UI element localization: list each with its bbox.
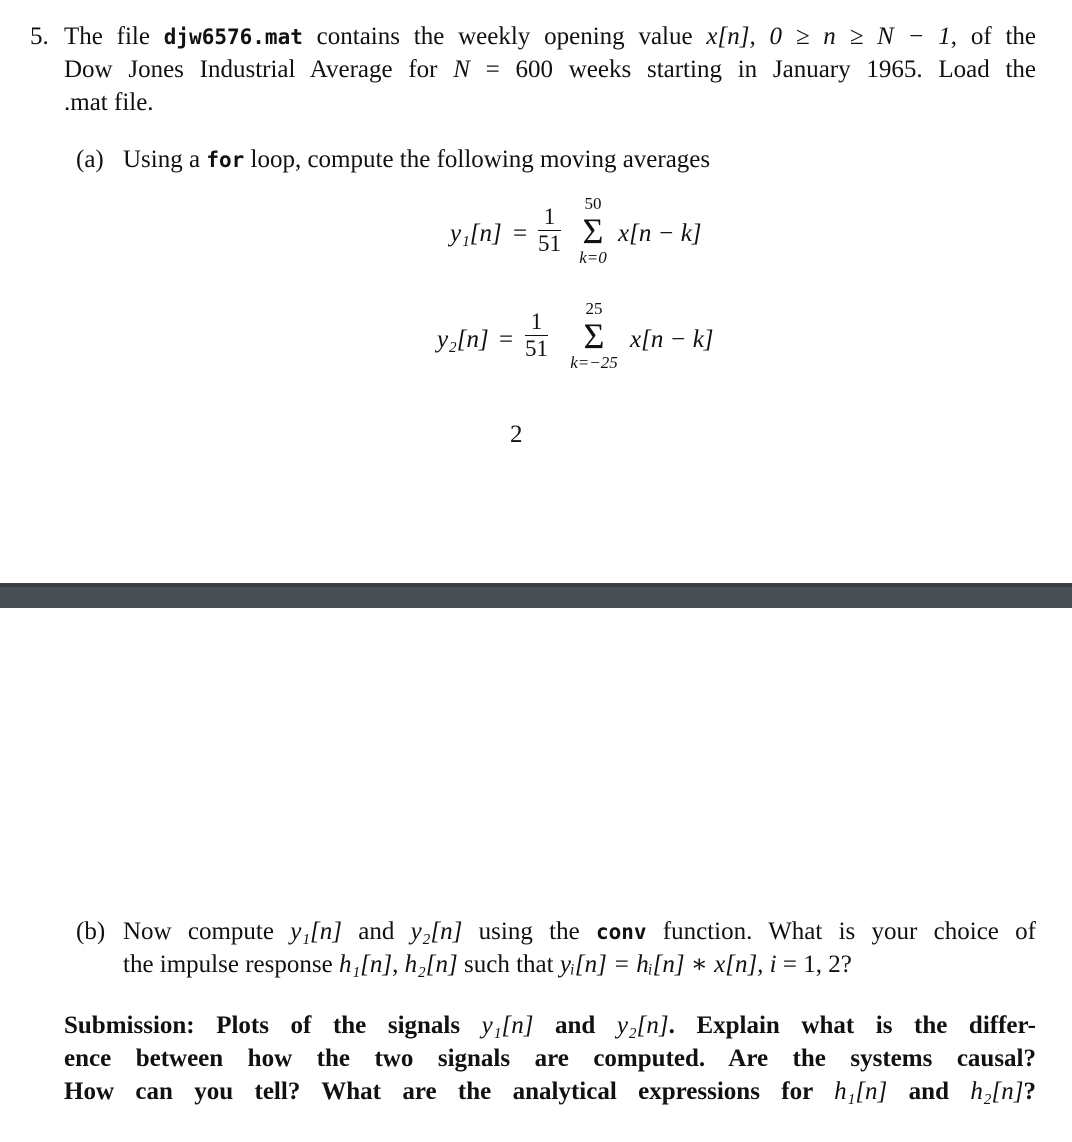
- line2-text-1: Dow Jones Industrial Average for: [64, 56, 454, 83]
- eq2-sum-lower: k=−25: [570, 353, 618, 372]
- line2-text-2: = 600 weeks starting in January 1965. Load the: [469, 56, 1036, 83]
- submission-text-4: How can you tell? What are the analytical expressions for: [64, 1078, 835, 1105]
- part-b-text-7: = 1, 2?: [776, 951, 852, 978]
- eq2-term: x[n − k]: [630, 326, 714, 353]
- eq2-sigma: Σ: [583, 316, 605, 356]
- part-a-text-1: Using a: [123, 146, 207, 173]
- intro-math-range: x[n], 0 ≥ n ≥ N − 1: [706, 23, 951, 50]
- eq1-equals: =: [513, 220, 528, 247]
- submission-label: Submission:: [64, 1012, 195, 1039]
- submission-text-5: and: [887, 1078, 971, 1105]
- part-b-text-2: and: [342, 918, 411, 945]
- eq1-sum-upper: 50: [584, 194, 602, 213]
- eq2-fraction: [525, 309, 548, 362]
- eq1-sigma: Σ: [582, 211, 604, 251]
- submission-text-1: Plots of the signals: [194, 1012, 482, 1039]
- part-b-label: (b): [76, 918, 106, 945]
- part-a-label: (a): [76, 146, 104, 173]
- eq1-term: x[n − k]: [618, 220, 702, 247]
- eq1-sum-lower: k=0: [579, 248, 607, 267]
- problem-intro-line-1: [64, 20, 1036, 54]
- submission-math-h1: h₁[n]: [834, 1078, 888, 1105]
- part-b-text-5: the impulse response: [123, 951, 339, 978]
- line2-math-n: N: [453, 56, 470, 83]
- eq1-frac-num: 1: [538, 204, 561, 231]
- part-a-text: [123, 143, 710, 177]
- part-b-text-6: such that: [457, 951, 560, 978]
- eq2-lhs: y₂[n]: [437, 326, 489, 353]
- intro-text-2: contains the weekly opening value: [302, 23, 707, 50]
- submission-math-y1: y₁[n]: [481, 1012, 534, 1039]
- eq1-fraction: [538, 204, 561, 257]
- eq2-equals: =: [499, 326, 514, 353]
- part-b-text-4: function. What is your choice of: [646, 918, 1036, 945]
- part-b-line-1: [123, 915, 1036, 949]
- eq2-sum-upper: 25: [585, 299, 603, 318]
- intro-text-3: , of the: [950, 23, 1036, 50]
- problem-intro-line-2: [64, 53, 1036, 86]
- equation-1: [450, 194, 750, 284]
- submission-math-h2: h₂[n]: [970, 1078, 1024, 1105]
- submission-text-3: . Explain what is the differ-: [668, 1012, 1037, 1039]
- submission-line-1: [64, 1009, 1036, 1042]
- eq1-lhs: y₁[n]: [450, 220, 502, 247]
- part-a-text-2: loop, compute the following moving averages: [244, 146, 711, 173]
- intro-text-1: The file: [64, 23, 164, 50]
- eq2-sum: [559, 299, 629, 373]
- part-b-text-3: using the: [462, 918, 596, 945]
- submission-text-6: ?: [1023, 1078, 1036, 1105]
- submission-text-2: and: [533, 1012, 617, 1039]
- filename: djw6576.mat: [163, 25, 303, 49]
- part-b-line-2: [123, 948, 852, 981]
- part-b-math-conv: yᵢ[n] = hᵢ[n] ∗ x[n], i: [559, 951, 777, 978]
- problem-number: 5.: [30, 23, 49, 50]
- equation-2: [437, 299, 757, 388]
- page-number: 2: [510, 421, 523, 448]
- submission-line-2: ence between how the two signals are computed. Are the systems causal?: [64, 1045, 1036, 1072]
- submission-line-3: [64, 1075, 1036, 1108]
- page-divider: [0, 583, 1072, 608]
- problem-intro-line-3: .mat file.: [64, 89, 154, 116]
- eq1-frac-den: 51: [538, 231, 561, 256]
- eq2-frac-num: 1: [525, 309, 548, 336]
- eq2-frac-den: 51: [525, 336, 548, 361]
- part-b-text-1: Now compute: [123, 918, 291, 945]
- part-b-math-y1: y₁[n]: [290, 918, 342, 945]
- part-b-math-y2: y₂[n]: [410, 918, 463, 945]
- submission-math-y2: y₂[n]: [616, 1012, 669, 1039]
- eq1-sum: [568, 194, 618, 268]
- for-keyword: for: [206, 148, 245, 172]
- conv-keyword: conv: [595, 920, 647, 944]
- part-b-math-h: h₁[n], h₂[n]: [338, 951, 458, 978]
